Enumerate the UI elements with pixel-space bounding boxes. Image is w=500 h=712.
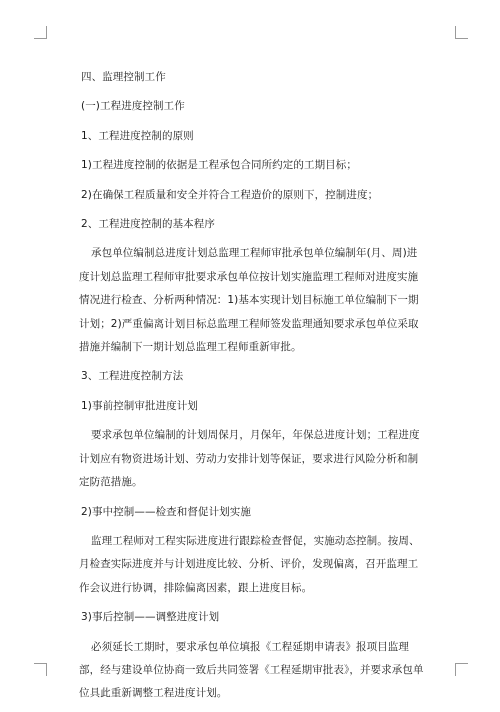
procedure-paragraph: 承包单位编制总进度计划总监理工程师审批承包单位编制年(月、周)进度计划总监理工程师审批要求承包单位按计划实施监理工程师对进度实施情况进行检查、分析两种情况：1)基本实现计划目标施工单位编制下一期计划；2)严重偏离计划目标总监理工程师签发监理通知要求承包单位采取措施并编制下一期计划总监理工程师重新审批。 xyxy=(79,247,419,354)
crop-mark-bottom-right xyxy=(455,663,468,676)
document-body xyxy=(80,66,424,712)
crop-mark-top-left xyxy=(34,26,47,39)
heading-methods: 3、工程进度控制方法 xyxy=(81,370,184,383)
method-paragraph: 要求承包单位编制的计划周保月，月保年，年保总进度计划；工程进度计划应有物资进场计划、劳动力安排计划等保证，要求进行风险分析和制定防范措施。 xyxy=(79,429,420,489)
crop-mark-bottom-left xyxy=(34,663,47,676)
crop-mark-top-right xyxy=(455,26,468,39)
method-paragraph: 监理工程师对工程实际进度进行跟踪检查督促，实施动态控制。按周、月检查实际进度并与计划进度比较、分析、评价，发现偏离，召开监理工作会议进行协调，排除偏离因素，跟上进度目标。 xyxy=(79,534,420,594)
section-heading: 四、监理控制工作 xyxy=(81,71,166,83)
heading-principles: 1、工程进度控制的原则 xyxy=(81,129,194,142)
method-heading: 2)事中控制——检查和督促计划实施 xyxy=(81,505,251,518)
method-paragraph: 必须延长工期时，要求承包单位填报《工程延期申请表》报项目监理部，经与建设单位协商一致后共同签署《工程延期审批表》，并要求承包单位具此重新调整工程进度计划。 xyxy=(79,640,424,700)
principle-item: 2)在确保工程质量和安全并符合工程造价的原则下，控制进度； xyxy=(81,188,379,201)
subsection-heading: (一)工程进度控制工作 xyxy=(81,100,185,113)
method-heading: 1)事前控制审批进度计划 xyxy=(81,399,198,412)
heading-procedure: 2、工程进度控制的基本程序 xyxy=(81,218,215,231)
principle-item: 1)工程进度控制的依据是工程承包合同所约定的工期目标； xyxy=(81,159,357,172)
method-heading: 3)事后控制——调整进度计划 xyxy=(81,611,220,624)
